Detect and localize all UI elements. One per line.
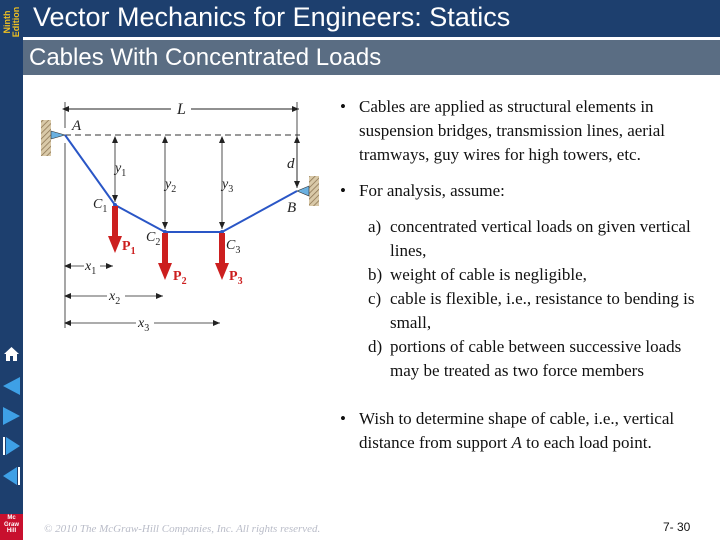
assumption-a: a) concentrated vertical loads on given vertical lines,	[368, 217, 691, 260]
label-A: A	[72, 118, 82, 134]
label-C1: $C_1$	[93, 197, 108, 215]
label-d: d	[287, 156, 295, 172]
label-L: L	[177, 101, 186, 118]
cable	[65, 135, 297, 232]
home-icon[interactable]	[2, 343, 21, 365]
bullet-assumptions: • For analysis, assume:	[340, 181, 505, 200]
right-wall-support	[309, 176, 319, 206]
label-y1: $y_1$	[115, 161, 127, 179]
mcgraw-hill-logo: Mc Graw Hill	[0, 514, 23, 540]
edition-label: Ninth Edition	[2, 6, 21, 38]
label-x3: $x_3$	[138, 316, 150, 334]
assumption-d: d) portions of cable between successive loads may be treated as two force members	[368, 337, 682, 380]
label-P3: $P_3$	[229, 269, 243, 287]
copyright-notice: © 2010 The McGraw-Hill Companies, Inc. All rights reserved.	[44, 523, 321, 535]
load-arrow-p1	[108, 206, 122, 253]
label-x2: $x_2$	[109, 289, 121, 307]
title-bar	[23, 0, 720, 37]
subtitle-bar	[23, 40, 720, 75]
bullet-objective: • Wish to determine shape of cable, i.e., vertical distance from support A to each load point.	[340, 409, 675, 452]
left-wall-support	[41, 120, 51, 156]
left-pin-support	[51, 131, 65, 139]
previous-slide-icon[interactable]	[2, 405, 21, 427]
cable-diagram	[35, 88, 335, 340]
next-slide-icon[interactable]	[2, 435, 21, 457]
label-C3: $C_3$	[226, 238, 241, 256]
assumption-b: b) weight of cable is negligible,	[368, 265, 587, 284]
first-slide-icon[interactable]	[2, 375, 21, 397]
page-title: Vector Mechanics for Engineers: Statics	[33, 2, 511, 32]
label-P1: $P_1$	[122, 239, 136, 257]
label-y2: $y_2$	[165, 177, 177, 195]
label-C2: $C_2$	[146, 230, 161, 248]
assumption-c: c) cable is flexible, i.e., resistance to bending is small,	[368, 289, 695, 332]
label-y3: $y_3$	[222, 177, 234, 195]
page-number: 7- 30	[663, 520, 691, 534]
label-x1: $x_1$	[85, 259, 97, 277]
right-pin-support	[297, 186, 309, 196]
content-bullets	[337, 95, 712, 467]
side-navigation-bar	[0, 0, 23, 540]
slide-subtitle: Cables With Concentrated Loads	[29, 44, 382, 71]
label-B: B	[287, 200, 297, 216]
bullet-applications: • Cables are applied as structural elements in suspension bridges, transmission lines, aerial tramways, guy wires for high towers, etc.	[340, 97, 665, 164]
label-P2: $P_2$	[173, 269, 187, 287]
last-slide-icon[interactable]	[2, 465, 21, 487]
